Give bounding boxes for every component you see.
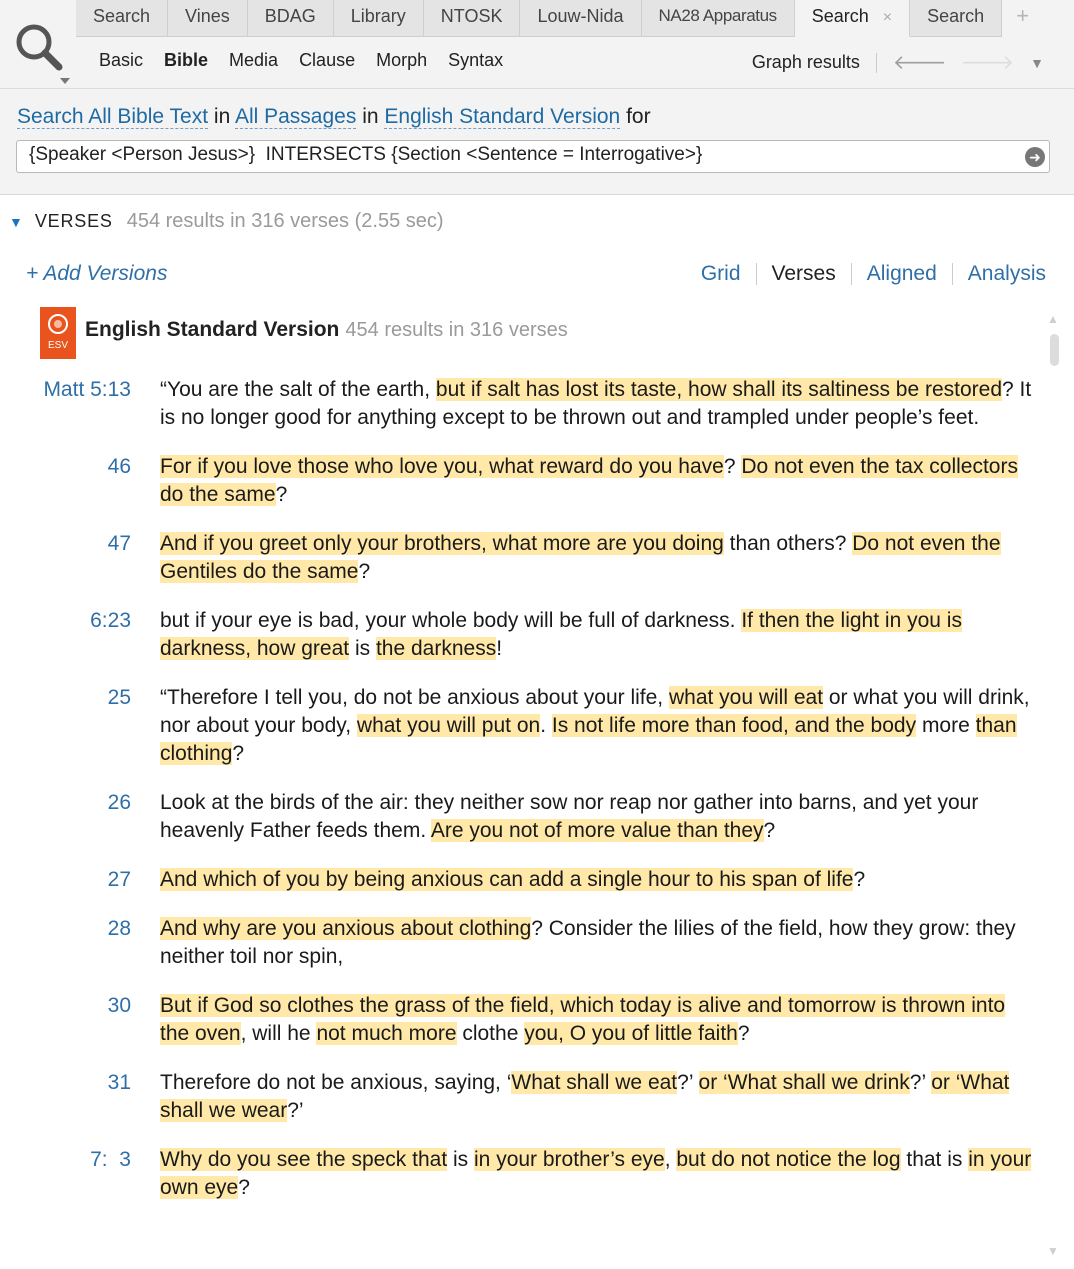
tab-na28-apparatus[interactable] bbox=[642, 0, 795, 37]
highlighted-match: the darkness bbox=[375, 637, 497, 660]
highlighted-match: But if God so clothes the grass of the field, which today is alive and tomorrow is thrown into the oven bbox=[160, 994, 1006, 1045]
highlighted-match: or ‘What shall we drink bbox=[698, 1071, 910, 1094]
verse-text-segment: clothe bbox=[456, 1022, 525, 1045]
verse-reference[interactable]: 47 bbox=[107, 532, 131, 555]
verse-row bbox=[0, 684, 1040, 768]
view-tab-divider bbox=[952, 263, 953, 285]
query-description bbox=[17, 105, 651, 129]
close-icon[interactable]: × bbox=[882, 9, 893, 26]
verse-reference[interactable]: 25 bbox=[107, 686, 131, 709]
verse-row bbox=[0, 530, 1040, 586]
esv-emblem-icon bbox=[48, 314, 68, 334]
search-type-media[interactable]: Media bbox=[229, 50, 279, 70]
verse-text-segment: ?’ bbox=[677, 1071, 699, 1094]
verse-reference[interactable]: 46 bbox=[107, 455, 131, 478]
verse-reference[interactable]: 27 bbox=[107, 868, 131, 891]
tab-label: Search bbox=[811, 6, 869, 26]
esv-badge-label: ESV bbox=[47, 340, 68, 351]
verse-text-segment: Look at the birds of the air: they neither sow nor reap nor gather into barns, and yet your heavenly Father feeds them. bbox=[160, 791, 979, 842]
highlighted-match: For if you love those who love you, what reward do you have bbox=[160, 455, 724, 478]
version-name: English Standard Version bbox=[85, 318, 340, 341]
tab-library[interactable] bbox=[334, 0, 424, 37]
verse-text-segment: that is bbox=[900, 1148, 969, 1171]
highlighted-match: Are you not of more value than they bbox=[430, 819, 764, 842]
new-tab-button[interactable]: + bbox=[1002, 0, 1043, 37]
verse-reference[interactable]: 7: 3 bbox=[90, 1148, 131, 1171]
tab-vines[interactable] bbox=[168, 0, 248, 37]
highlighted-match: And why are you anxious about clothing bbox=[160, 917, 532, 940]
verse-reference[interactable]: 31 bbox=[107, 1071, 131, 1094]
view-tab-verses[interactable]: Verses bbox=[771, 262, 836, 285]
search-panel-header bbox=[0, 0, 1074, 195]
for-label: for bbox=[626, 105, 651, 128]
esv-logo bbox=[40, 307, 76, 359]
verse-text-segment: than others? bbox=[723, 532, 853, 555]
verse-text bbox=[160, 992, 1032, 1048]
verse-row bbox=[0, 607, 1040, 663]
highlighted-match: what you will eat bbox=[668, 686, 824, 709]
verse-text-segment: is bbox=[349, 637, 376, 660]
highlighted-match: what you will put on bbox=[356, 714, 541, 737]
tab-label: Search bbox=[927, 6, 985, 26]
verse-text-segment: . bbox=[540, 714, 552, 737]
verse-row bbox=[0, 992, 1040, 1048]
result-count: 454 results in 316 verses (2.55 sec) bbox=[126, 210, 444, 232]
tab-strip bbox=[76, 0, 1043, 37]
tab-search[interactable] bbox=[910, 0, 1002, 37]
verse-text-segment: ? bbox=[358, 560, 371, 583]
view-tab-aligned[interactable]: Aligned bbox=[866, 262, 937, 285]
verse-text bbox=[160, 684, 1032, 768]
verse-text bbox=[160, 1146, 1032, 1202]
verse-row bbox=[0, 1146, 1040, 1202]
magnifier-icon[interactable] bbox=[10, 18, 70, 88]
verse-text-segment: ! bbox=[496, 637, 503, 660]
divider bbox=[0, 88, 1074, 89]
verse-text-segment: ?’ bbox=[287, 1099, 304, 1122]
toolbar-right bbox=[752, 50, 1044, 75]
highlighted-match: in your brother’s eye bbox=[474, 1148, 665, 1171]
verse-text-segment: ? bbox=[275, 483, 288, 506]
verse-text-segment: , will he bbox=[240, 1022, 317, 1045]
highlighted-match: And if you greet only your brothers, what more are you doing bbox=[160, 532, 724, 555]
highlighted-match: What shall we eat bbox=[511, 1071, 678, 1094]
tab-bdag[interactable] bbox=[248, 0, 334, 37]
verse-row bbox=[0, 866, 1040, 894]
highlighted-match: Do not even the tax collectors do the same bbox=[160, 455, 1018, 506]
search-type-morph[interactable]: Morph bbox=[376, 50, 428, 70]
highlighted-match: Why do you see the speck that bbox=[160, 1148, 448, 1171]
verse-text-segment: but if your eye is bad, your whole body will be full of darkness. bbox=[160, 609, 742, 632]
scroll-up-icon[interactable]: ▲ bbox=[1047, 312, 1059, 326]
verse-reference[interactable]: 26 bbox=[107, 791, 131, 814]
verse-row bbox=[0, 789, 1040, 845]
verse-text-segment: ? bbox=[763, 819, 776, 842]
verse-reference[interactable]: Matt 5:13 bbox=[43, 378, 131, 401]
tab-label: Library bbox=[350, 6, 406, 26]
view-tab-divider bbox=[851, 263, 852, 285]
version-heading bbox=[85, 318, 568, 342]
verse-text-segment: is bbox=[447, 1148, 475, 1171]
search-input[interactable] bbox=[16, 140, 1050, 173]
scroll-down-icon[interactable]: ▼ bbox=[1047, 1244, 1059, 1258]
tab-label: NTOSK bbox=[440, 6, 503, 26]
verse-text-segment: ? bbox=[723, 455, 742, 478]
arrow-left-icon[interactable]: 🡐 bbox=[892, 52, 947, 74]
verse-text-segment: ? bbox=[232, 742, 245, 765]
verse-text-segment: , bbox=[664, 1148, 677, 1171]
verse-text bbox=[160, 453, 1032, 509]
verse-text bbox=[160, 789, 1032, 845]
highlighted-match: in your own eye bbox=[160, 1148, 1032, 1199]
tab-search[interactable] bbox=[795, 0, 910, 37]
verse-text-segment: more bbox=[916, 714, 976, 737]
arrow-right-circle-icon[interactable]: ➜ bbox=[1025, 147, 1045, 167]
tab-label: NA28 Apparatus bbox=[658, 6, 777, 25]
search-type-syntax[interactable]: Syntax bbox=[448, 50, 504, 70]
verse-row bbox=[0, 376, 1040, 432]
view-tabs bbox=[701, 262, 1046, 286]
verse-reference[interactable]: 6:23 bbox=[90, 609, 131, 632]
tab-label: BDAG bbox=[264, 6, 316, 26]
verse-text bbox=[160, 376, 1032, 432]
tab-ntosk[interactable] bbox=[424, 0, 521, 37]
scrollbar-thumb[interactable] bbox=[1050, 334, 1059, 366]
verse-row bbox=[0, 915, 1040, 971]
search-type-clause[interactable]: Clause bbox=[299, 50, 356, 70]
graph-results-button[interactable]: Graph results bbox=[751, 52, 860, 72]
highlighted-match: or ‘What shall we wear bbox=[160, 1071, 1010, 1122]
tab-label: Louw-Nida bbox=[537, 6, 624, 26]
view-tab-analysis[interactable]: Analysis bbox=[967, 262, 1046, 285]
scope-dropdown[interactable]: Search All Bible Text bbox=[17, 105, 209, 128]
search-type-basic[interactable]: Basic bbox=[99, 50, 144, 70]
in-label: in bbox=[213, 105, 231, 128]
verse-text bbox=[160, 1069, 1032, 1125]
search-type-bible[interactable]: Bible bbox=[164, 50, 209, 70]
verse-text-segment: ? bbox=[853, 868, 866, 891]
highlighted-match: If then the light in you is darkness, how great bbox=[160, 609, 962, 660]
in-label: in bbox=[362, 105, 379, 128]
verse-row bbox=[0, 453, 1040, 509]
search-type-toolbar bbox=[99, 50, 503, 71]
verse-text-segment: ? bbox=[238, 1176, 250, 1199]
toolbar-divider bbox=[876, 53, 877, 73]
highlighted-match: And which of you by being anxious can add a single hour to his span of life bbox=[160, 868, 854, 891]
tab-label: Search bbox=[93, 6, 151, 26]
verse-row bbox=[0, 1069, 1040, 1125]
highlighted-match: you, O you of little faith bbox=[524, 1022, 738, 1045]
highlighted-match: than clothing bbox=[160, 714, 1017, 765]
verse-text-segment: ?’ bbox=[909, 1071, 932, 1094]
highlighted-match: Do not even the Gentiles do the same bbox=[160, 532, 1001, 583]
collapse-triangle-icon[interactable]: ▼ bbox=[9, 213, 23, 230]
section-label: VERSES bbox=[34, 211, 113, 231]
highlighted-match: but if salt has lost its taste, how shall its saltiness be restored bbox=[435, 378, 1003, 401]
verse-text-segment: ? Consider the lilies of the field, how they grow: they neither toil nor spin, bbox=[160, 917, 1016, 968]
verse-reference[interactable]: 30 bbox=[107, 994, 131, 1017]
highlighted-match: not much more bbox=[316, 1022, 457, 1045]
verse-text-segment: ? bbox=[737, 1022, 750, 1045]
verse-text-segment: “You are the salt of the earth, bbox=[160, 378, 436, 401]
version-dropdown[interactable]: English Standard Version bbox=[384, 105, 621, 128]
verse-text-segment: Therefore do not be anxious, saying, ‘ bbox=[160, 1071, 512, 1094]
chevron-down-icon[interactable]: ▼ bbox=[1030, 54, 1044, 71]
verse-text bbox=[160, 915, 1032, 971]
view-tab-grid[interactable]: Grid bbox=[700, 262, 741, 285]
tab-louw-nida[interactable] bbox=[520, 0, 641, 37]
verse-reference[interactable]: 28 bbox=[107, 917, 131, 940]
version-result-count: 454 results in 316 verses bbox=[345, 319, 568, 341]
range-dropdown[interactable]: All Passages bbox=[234, 105, 357, 128]
verse-text-segment: “Therefore I tell you, do not be anxious about your life, bbox=[160, 686, 669, 709]
verse-text-segment: or what you will drink, nor about your body, bbox=[160, 686, 1030, 737]
verse-text bbox=[160, 866, 1032, 894]
verse-text-segment: ? It is no longer good for anything except to be thrown out and trampled under people’s feet. bbox=[160, 378, 1032, 429]
verse-text bbox=[160, 607, 1032, 663]
verse-text bbox=[160, 530, 1032, 586]
view-tab-divider bbox=[756, 263, 757, 285]
arrow-right-icon[interactable]: 🡒 bbox=[960, 52, 1015, 74]
add-versions-link[interactable]: + Add Versions bbox=[26, 262, 168, 285]
tab-search[interactable] bbox=[76, 0, 168, 37]
highlighted-match: Is not life more than food, and the body bbox=[551, 714, 917, 737]
results-section-header bbox=[9, 210, 444, 233]
highlighted-match: but do not notice the log bbox=[676, 1148, 901, 1171]
search-query-text: {Speaker <Person Jesus>} INTERSECTS {Section <Sentence = Interrogative>} bbox=[29, 144, 703, 165]
tab-label: Vines bbox=[185, 6, 230, 26]
verse-list bbox=[0, 376, 1040, 1223]
